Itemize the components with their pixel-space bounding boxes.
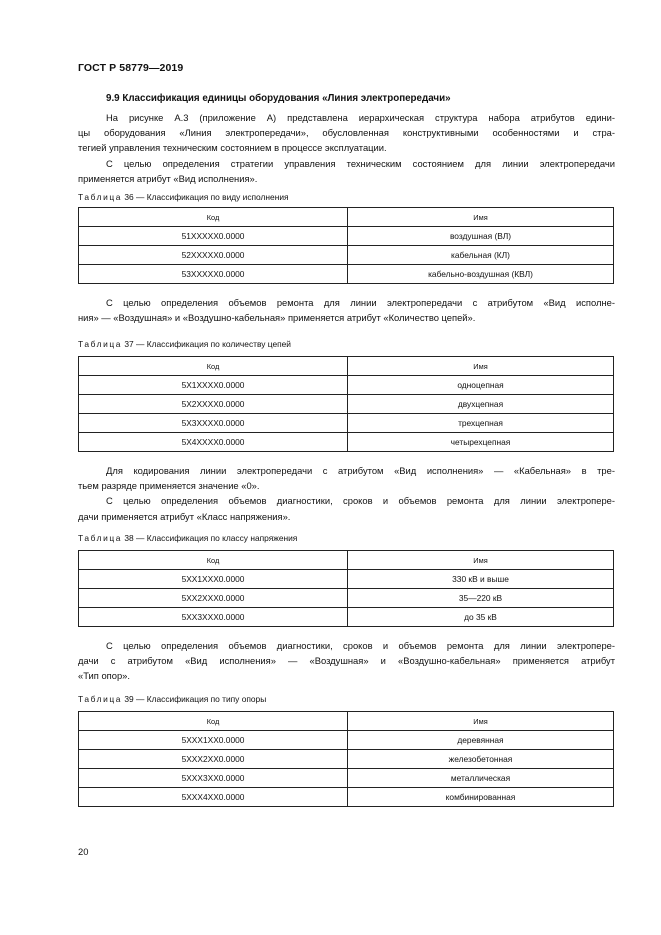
caption-text: 38 — Классификация по классу напряжения [122,533,298,543]
cell-code: 53XXXXX0.0000 [79,265,348,284]
cell-name: до 35 кВ [348,608,614,627]
column-header-name: Имя [348,208,614,227]
caption-label: Таблица [78,694,123,704]
paragraph-line: цы оборудования «Линия электропередачи», обусловленная конструктивными особенностями и стра- [78,127,615,139]
column-header-code: Код [79,208,348,227]
cell-name: комбинированная [348,788,614,807]
cell-name: четырехцепная [348,433,614,452]
cell-code: 5XXX2XX0.0000 [79,750,348,769]
caption-text: 36 — Классификация по виду исполнения [122,192,289,202]
cell-code: 5XX2XXX0.0000 [79,589,348,608]
column-header-code: Код [79,357,348,376]
document-header: ГОСТ Р 58779—2019 [78,62,184,74]
table-row [79,769,614,788]
table-36-caption [78,192,289,202]
paragraph-support-type [78,638,615,684]
column-header-name: Имя [348,357,614,376]
paragraph-line: На рисунке А.3 (приложение А) представлена иерархическая структура набора атрибутов едини- [106,112,615,123]
column-header-name: Имя [348,712,614,731]
table-row [79,227,614,246]
cell-name: воздушная (ВЛ) [348,227,614,246]
cell-name: железобетонная [348,750,614,769]
paragraph-line: дачи с атрибутом «Вид исполнения» — «Воздушная» и «Воздушно-кабельная» применяется атрибут [78,655,615,667]
paragraph-cable-coding [78,463,615,524]
page-number: 20 [78,846,89,857]
column-header-code: Код [79,551,348,570]
caption-text: 39 — Классификация по типу опоры [122,694,267,704]
paragraph-line: С целью определения объемов ремонта для линии электропередачи с атрибутом «Вид исполне- [106,297,615,308]
paragraph-line: дачи применяется атрибут «Класс напряжения». [78,510,291,522]
caption-label: Таблица [78,192,123,202]
table-39-caption [78,694,266,704]
paragraph-line: тьем разряде применяется значение «0». [78,480,260,492]
caption-text: 37 — Классификация по количеству цепей [122,339,291,349]
paragraph-line: С целью определения стратегии управления техническим состоянием для линии электропередачи [106,157,615,169]
cell-code: 5XX1XXX0.0000 [79,570,348,589]
cell-name: кабельная (КЛ) [348,246,614,265]
cell-code: 5X3XXXX0.0000 [79,414,348,433]
table-row [79,750,614,769]
table-37 [78,356,614,452]
cell-code: 5XXX1XX0.0000 [79,731,348,750]
cell-name: деревянная [348,731,614,750]
paragraph-line: ния» — «Воздушная» и «Воздушно-кабельная» применяется атрибут «Количество цепей». [78,312,476,324]
table-row [79,395,614,414]
table-38 [78,550,614,627]
table-39 [78,711,614,807]
table-row [79,608,614,627]
table-row [79,265,614,284]
cell-code: 5XXX4XX0.0000 [79,788,348,807]
column-header-name: Имя [348,551,614,570]
paragraph-line: С целью определения объемов диагностики, сроков и объемов ремонта для линии электропере- [106,495,615,507]
cell-name: металлическая [348,769,614,788]
cell-code: 5X4XXXX0.0000 [79,433,348,452]
table-38-caption [78,533,297,543]
table-row [79,376,614,395]
table-row [79,788,614,807]
table-36 [78,207,614,284]
cell-code: 5X1XXXX0.0000 [79,376,348,395]
paragraph-line: тегией управления техническим состоянием в процессе эксплуатации. [78,142,387,154]
paragraph-intro [78,110,615,186]
table-row [79,433,614,452]
table-37-caption [78,339,291,349]
cell-code: 5XXX3XX0.0000 [79,769,348,788]
table-row [79,246,614,265]
cell-code: 5X2XXXX0.0000 [79,395,348,414]
table-row [79,414,614,433]
cell-code: 51XXXXX0.0000 [79,227,348,246]
table-row [79,570,614,589]
paragraph-line: Для кодирования линии электропередачи с атрибутом «Вид исполнения» — «Кабельная» в тре- [106,465,615,476]
paragraph-circuits [78,295,615,325]
cell-name: одноцепная [348,376,614,395]
cell-code: 52XXXXX0.0000 [79,246,348,265]
paragraph-line: «Тип опор». [78,670,130,682]
table-row [79,589,614,608]
cell-name: 35—220 кВ [348,589,614,608]
cell-code: 5XX3XXX0.0000 [79,608,348,627]
caption-label: Таблица [78,339,123,349]
column-header-code: Код [79,712,348,731]
cell-name: двухцепная [348,395,614,414]
paragraph-line: С целью определения объемов диагностики, сроков и объемов ремонта для линии электропере- [106,640,615,651]
table-row [79,731,614,750]
cell-name: трехцепная [348,414,614,433]
cell-name: кабельно-воздушная (КВЛ) [348,265,614,284]
section-title: 9.9 Классификация единицы оборудования «Линия электропередачи» [106,93,451,104]
cell-name: 330 кВ и выше [348,570,614,589]
caption-label: Таблица [78,533,123,543]
paragraph-line: применяется атрибут «Вид исполнения». [78,172,258,184]
